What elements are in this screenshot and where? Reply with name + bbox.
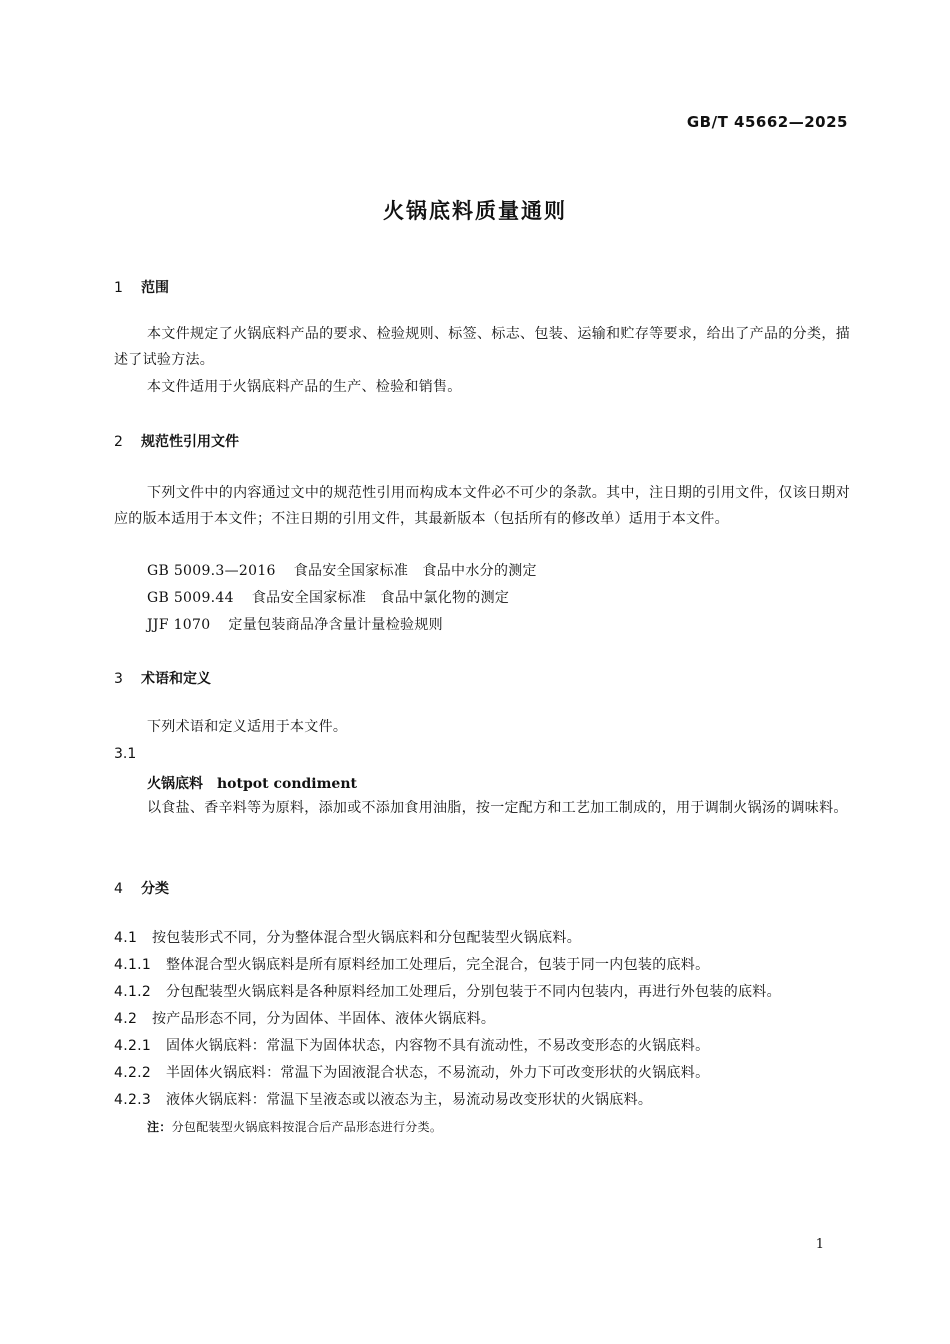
note xyxy=(147,1118,442,1135)
section-1-paragraph-2: 本文件适用于火锅底料产品的生产、检验和销售。 xyxy=(147,379,462,395)
term-definition: 以食盐、香辛料等为原料，添加或不添加食用油脂，按一定配方和工艺加工制成的，用于调制火锅汤的调味料。 xyxy=(147,800,848,816)
clause-4-1 xyxy=(114,925,581,951)
section-1-paragraph-1: 本文件规定了火锅底料产品的要求、检验规则、标签、标志、包装、运输和贮存等要求，给出了产品的分类，描述了试验方法。 xyxy=(114,326,850,368)
section-2-paragraph-1: 下列文件中的内容通过文中的规范性引用而构成本文件必不可少的条款。其中，注日期的引用文件，仅该日期对应的版本适用于本文件；不注日期的引用文件，其最新版本（包括所有的修改单）适用于本文件。 xyxy=(114,485,850,527)
clause-text: 液体火锅底料：常温下呈液态或以液态为主，易流动易改变形状的火锅底料。 xyxy=(166,1092,653,1108)
reference-code: GB 5009.3—2016 xyxy=(147,563,276,579)
clause-number: 4.2 xyxy=(114,1011,138,1027)
section-number: 3 xyxy=(114,671,123,687)
section-number: 4 xyxy=(114,881,123,897)
clause-number: 4.1.1 xyxy=(114,957,152,973)
term-english: hotpot condiment xyxy=(217,776,357,792)
clause-number: 4.2.2 xyxy=(114,1065,152,1081)
clause-4-1-1 xyxy=(114,952,709,978)
section-1-heading xyxy=(114,277,169,297)
clause-text: 半固体火锅底料：常温下为固液混合状态，不易流动，外力下可改变形状的火锅底料。 xyxy=(166,1065,710,1081)
term-name xyxy=(147,773,357,793)
reference-item xyxy=(147,585,509,611)
clause-4-1-2 xyxy=(114,979,781,1005)
clause-text: 按产品形态不同，分为固体、半固体、液体火锅底料。 xyxy=(152,1011,496,1027)
clause-4-2-3 xyxy=(114,1087,652,1113)
clause-4-2-2 xyxy=(114,1060,709,1086)
reference-item xyxy=(147,558,537,584)
clause-number: 4.2.3 xyxy=(114,1092,152,1108)
section-title: 范围 xyxy=(141,280,169,296)
note-label: 注： xyxy=(147,1120,172,1134)
standard-code: GB/T 45662—2025 xyxy=(686,113,848,131)
note-text: 分包配装型火锅底料按混合后产品形态进行分类。 xyxy=(171,1120,443,1134)
section-4-heading xyxy=(114,878,169,898)
clause-number: 4.1.2 xyxy=(114,984,152,1000)
page-number: 1 xyxy=(815,1237,824,1252)
clause-text: 整体混合型火锅底料是所有原料经加工处理后，完全混合，包装于同一内包装的底料。 xyxy=(166,957,710,973)
section-title: 术语和定义 xyxy=(141,671,211,687)
reference-title: 定量包装商品净含量计量检验规则 xyxy=(228,617,443,633)
reference-title: 食品安全国家标准 食品中水分的测定 xyxy=(293,563,537,579)
reference-item xyxy=(147,612,443,638)
reference-code: JJF 1070 xyxy=(147,617,211,633)
clause-4-2-1 xyxy=(114,1033,709,1059)
section-title: 分类 xyxy=(141,881,169,897)
clause-text: 按包装形式不同，分为整体混合型火锅底料和分包配装型火锅底料。 xyxy=(152,930,581,946)
clause-text: 固体火锅底料：常温下为固体状态，内容物不具有流动性，不易改变形态的火锅底料。 xyxy=(166,1038,710,1054)
section-number: 2 xyxy=(114,434,123,450)
term-chinese: 火锅底料 xyxy=(147,776,203,792)
section-3-heading xyxy=(114,668,211,688)
reference-title: 食品安全国家标准 食品中氯化物的测定 xyxy=(251,590,510,606)
clause-4-2 xyxy=(114,1006,495,1032)
clause-number: 4.2.1 xyxy=(114,1038,152,1054)
clause-number: 4.1 xyxy=(114,930,138,946)
document-title: 火锅底料质量通则 xyxy=(383,199,567,223)
section-title: 规范性引用文件 xyxy=(141,434,239,450)
section-2-heading xyxy=(114,431,239,451)
section-number: 1 xyxy=(114,280,123,296)
clause-text: 分包配装型火锅底料是各种原料经加工处理后，分别包装于不同内包装内，再进行外包装的底料。 xyxy=(166,984,781,1000)
term-number: 3.1 xyxy=(114,746,137,762)
section-3-paragraph-1: 下列术语和定义适用于本文件。 xyxy=(147,719,348,735)
reference-code: GB 5009.44 xyxy=(147,590,234,606)
